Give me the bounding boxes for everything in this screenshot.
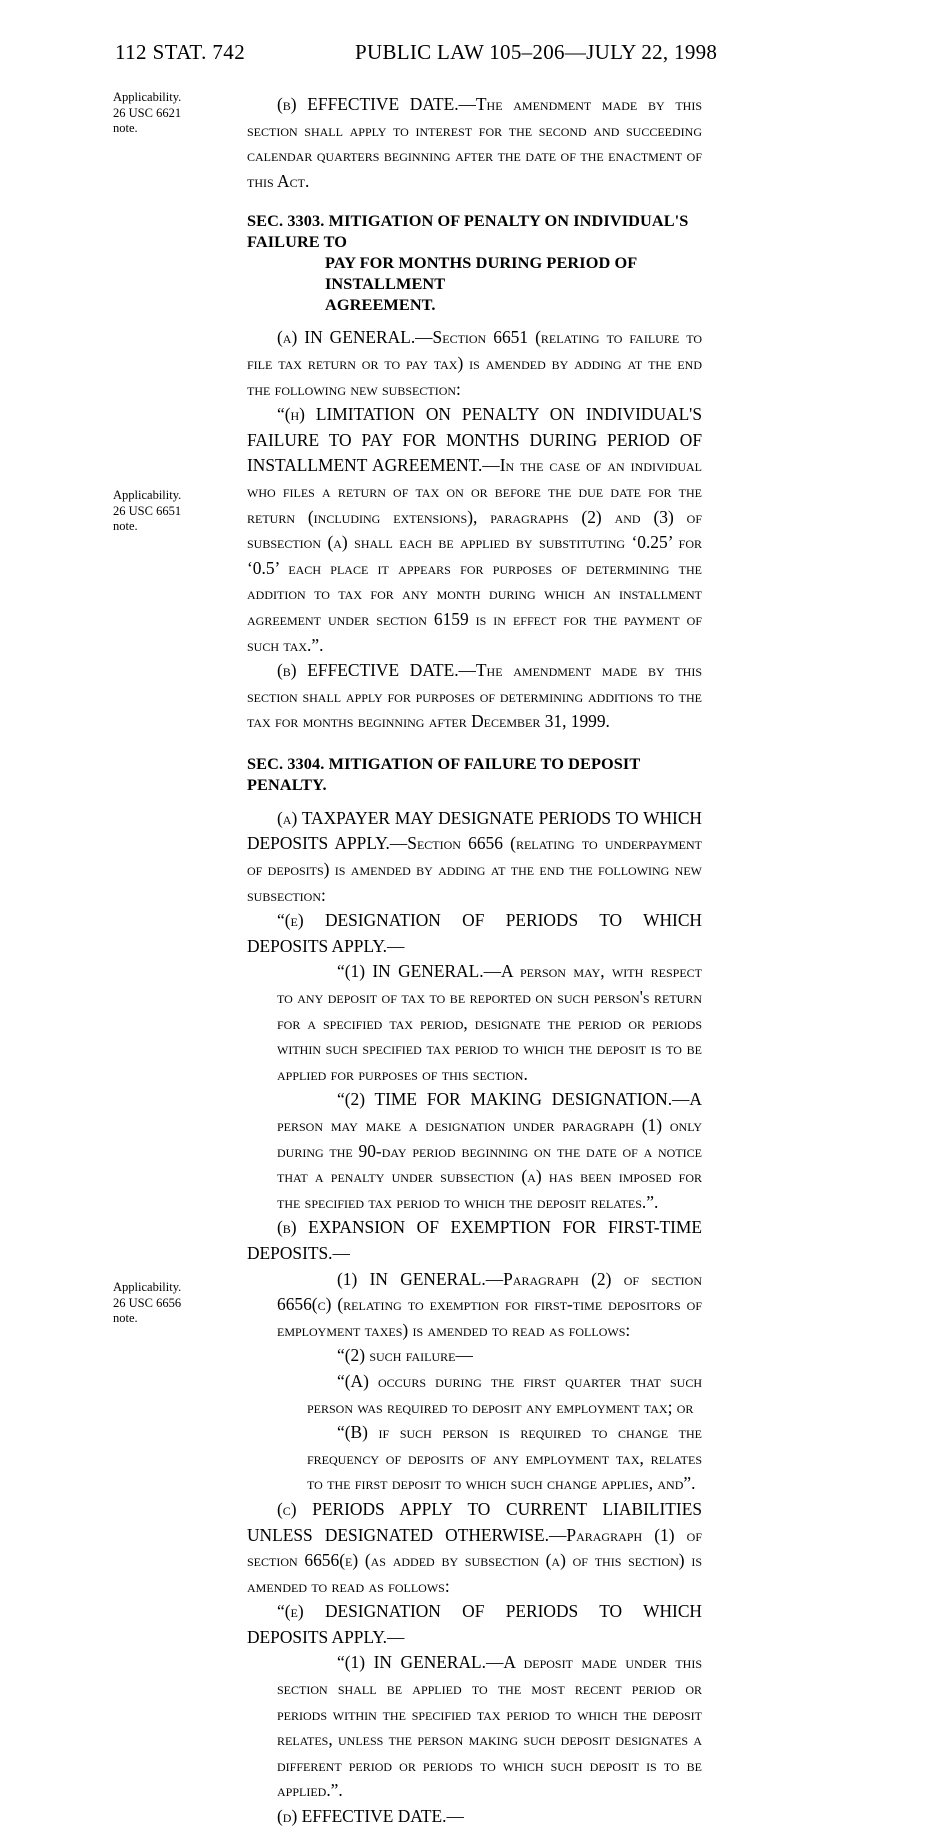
paragraph-3304-b: (b) EXPANSION OF EXEMPTION FOR FIRST-TIME DEPOSITS.— xyxy=(247,1217,702,1263)
paragraph-3304-b2A: “(A) occurs during the first quarter that such person was required to deposit any employment tax; or xyxy=(307,1370,702,1417)
main-text-column xyxy=(247,92,702,1830)
paragraph-3304-c-e: “(e) DESIGNATION OF PERIODS TO WHICH DEPOSITS APPLY.— xyxy=(247,1601,702,1647)
sidenote-citation: 26 USC 6621 xyxy=(113,105,182,120)
sidenote-label: Applicability. xyxy=(113,90,182,104)
paragraph-3304-b1: (1) IN GENERAL.—Paragraph (2) of section 6656(c) (relating to exemption for first-time depositors of employment taxes) is amended to read as follows: xyxy=(277,1268,702,1340)
paragraph-3304-b2: “(2) such failure— xyxy=(337,1345,473,1366)
sidenote-label: Applicability. xyxy=(113,488,182,502)
sidenote-note: note. xyxy=(113,519,138,533)
section-heading-3304: SEC. 3304. MITIGATION OF FAILURE TO DEPOSIT PENALTY. xyxy=(247,753,641,794)
paragraph-3302-b: (b) EFFECTIVE DATE.—The amendment made by this section shall apply to interest for the second and succeeding calendar quarters beginning after the date of the enactment of this Act. xyxy=(247,94,702,191)
sidenote-6651 xyxy=(113,488,223,535)
running-head xyxy=(0,40,950,68)
section-heading-3303-line1: SEC. 3303. MITIGATION OF PENALTY ON INDIVIDUAL'S FAILURE TO xyxy=(247,211,689,252)
paragraph-3304-b2B: “(B) if such person is required to change the frequency of deposits of any employment tax, relates to the first deposit to which such change applies, and”. xyxy=(307,1422,702,1494)
paragraph-3303-b: (b) EFFECTIVE DATE.—The amendment made by this section shall apply for purposes of determining additions to the tax for months beginning after December 31, 1999. xyxy=(247,660,702,732)
sidenote-6656 xyxy=(113,1280,223,1327)
paragraph-3304-c-e1: “(1) IN GENERAL.—A deposit made under this section shall be applied to the most recent period or periods within the specified tax period to which the deposit relates, unless the person making such deposit designates a different period or periods to which such deposit is to be applied.”. xyxy=(277,1652,702,1801)
paragraph-3304-e2: “(2) TIME FOR MAKING DESIGNATION.—A person may make a designation under paragraph (1) only during the 90-day period beginning on the date of a notice that a penalty under subsection (a) has been imposed for the specified tax period to which the deposit relates.”. xyxy=(277,1089,702,1212)
paragraph-3304-e: “(e) DESIGNATION OF PERIODS TO WHICH DEPOSITS APPLY.— xyxy=(247,910,702,956)
paragraph-3304-e1: “(1) IN GENERAL.—A person may, with respect to any deposit of tax to be reported on such person's return for a specified tax period, designate the period or periods within such specified tax period to which the deposit is to be applied for purposes of this section. xyxy=(277,961,703,1084)
paragraph-3304-c: (c) PERIODS APPLY TO CURRENT LIABILITIES UNLESS DESIGNATED OTHERWISE.—Paragraph (1) of section 6656(e) (as added by subsection (a) of this section) is amended to read as follows: xyxy=(247,1498,702,1596)
sidenote-label: Applicability. xyxy=(113,1280,182,1294)
paragraph-3303-a: (a) IN GENERAL.—Section 6651 (relating to failure to file tax return or to pay tax) is amended by adding at the end the following new subsection: xyxy=(247,327,702,399)
public-law-title: PUBLIC LAW 105–206—JULY 22, 1998 xyxy=(355,40,718,64)
page-number-stat: 112 STAT. 742 xyxy=(115,40,246,64)
sidenote-6621 xyxy=(113,90,223,137)
sidenote-note: note. xyxy=(113,121,138,135)
section-heading-3303-line3: AGREEMENT. xyxy=(325,295,436,315)
section-heading-3303 xyxy=(247,210,702,315)
paragraph-3304-d: (d) EFFECTIVE DATE.— xyxy=(277,1806,464,1827)
sidenote-citation: 26 USC 6656 xyxy=(113,1295,182,1310)
sidenote-note: note. xyxy=(113,1311,138,1325)
section-heading-3303-line2: PAY FOR MONTHS DURING PERIOD OF INSTALLMENT xyxy=(325,253,637,294)
paragraph-3303-h: “(h) LIMITATION ON PENALTY ON INDIVIDUAL'S FAILURE TO PAY FOR MONTHS DURING PERIOD OF INSTALLMENT AGREEMENT.—In the case of an individual who files a return of tax on or before the due date for the return (including extensions), paragraphs (2) and (3) of subsection (a) shall each be applied by substituting ‘0.25’ for ‘0.5’ each place it appears for purposes of determining the addition to tax for any month during which an installment agreement under section 6159 is in effect for the payment of such tax.”. xyxy=(247,404,702,655)
sidenote-citation: 26 USC 6651 xyxy=(113,503,182,518)
paragraph-3304-a: (a) TAXPAYER MAY DESIGNATE PERIODS TO WHICH DEPOSITS APPLY.—Section 6656 (relating to underpayment of deposits) is amended by adding at the end the following new subsection: xyxy=(247,807,702,905)
